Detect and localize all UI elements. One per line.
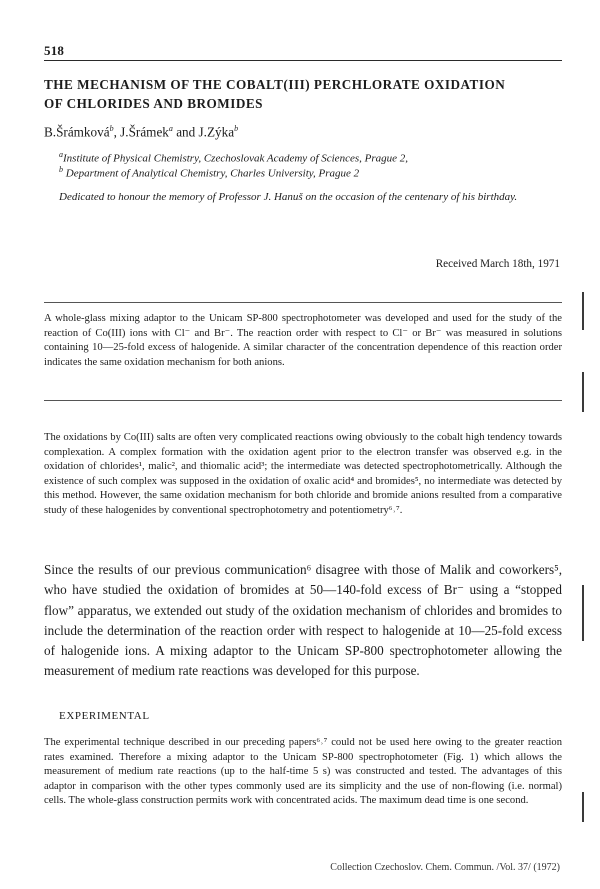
affiliation-b-text: Department of Analytical Chemistry, Charles University, Prague 2 xyxy=(63,167,360,180)
author-3: J.Zýka xyxy=(198,124,235,140)
margin-bar xyxy=(582,372,584,412)
margin-bar xyxy=(582,585,584,641)
experimental-paragraph: The experimental technique described in our preceding papers⁶˒⁷ could not be used here owing to the greater reaction rates examined. Therefore a mixing adaptor to the Unicam SP-800 spectrophotometer (Fig. 1) which allows the measurement of medium rate reactions (up to the half-time 5 s) was constructed and tested. The advantages of this adaptor in comparison with the other types commonly used are its simplicity and the use of non-flowing (i.e. normal) cells. The whole-glass construction permits work with concentrated acids. The maximum dead time is one second. xyxy=(44,737,562,807)
affiliation-b-mark: b xyxy=(59,165,63,174)
section-heading-experimental: EXPERIMENTAL xyxy=(59,710,150,722)
author-1-affiliation-mark: b xyxy=(109,124,114,133)
author-3-affiliation-mark: b xyxy=(234,124,239,133)
author-separator: and xyxy=(172,124,199,140)
page-number: 518 xyxy=(44,43,65,58)
author-list xyxy=(44,124,238,140)
abstract: A whole-glass mixing adaptor to the Unicam SP-800 spectrophotometer was developed and used for the study of the reaction of Co(III) ions with Cl⁻ and Br⁻. The reaction order with respect to Cl⁻ or Br⁻ was measured in solutions containing 10—25-fold excess of halogenide. A similar character of the concentration dependence of this reaction order indicates the same oxidation mechanism for both anions. xyxy=(44,313,562,368)
journal-footer: Collection Czechoslov. Chem. Commun. /Vol. 37/ (1972) xyxy=(330,862,560,873)
author-2-affiliation-mark: a xyxy=(168,124,173,133)
intro-paragraph: The oxidations by Co(III) salts are often very complicated reactions owing obviously to the cobalt high tendency towards complexation. A complex formation with the oxidation agent prior to the electron transfer was observed e.g. in the oxidation of chlorides¹, malic², and thiomalic acid³; the intermediate was detected spectrophotometrically. Although the existence of such complex was supposed in the oxidation of oxalic acid⁴ and bromides⁵, no intermediate was detected by this method. However, the same oxidation mechanism for both chloride and bromide anions resulted from a comparative study of these halogenides by conventional spectrophotometry and potentiometry⁶˒⁷. xyxy=(44,432,562,516)
author-1: B.Šrámková xyxy=(44,124,110,140)
received-date: Received March 18th, 1971 xyxy=(435,258,560,270)
margin-bar xyxy=(582,792,584,822)
abstract-top-rule xyxy=(44,302,562,303)
affiliation-a xyxy=(59,150,408,165)
author-2: J.Šrámek xyxy=(120,124,169,140)
abstract-bottom-rule xyxy=(44,400,562,401)
margin-bar xyxy=(582,292,584,330)
article-title xyxy=(44,75,574,113)
affiliation-a-mark: a xyxy=(59,150,63,159)
header-rule xyxy=(44,60,562,61)
author-separator: , xyxy=(113,124,121,140)
affiliation-a-text: Institute of Physical Chemistry, Czechoslovak Academy of Sciences, Prague 2, xyxy=(63,152,408,165)
title-line-1: THE MECHANISM OF THE COBALT(III) PERCHLORATE OXIDATION xyxy=(44,77,506,92)
second-paragraph: Since the results of our previous communication⁶ disagree with those of Malik and coworkers⁵, who have studied the oxidation of bromides at 50—140-fold excess of Br⁻ using a “stopped flow” apparatus, we extended out study of the oxidation mechanism of chlorides and bromides to include the determination of the reaction order with respect to halogenide at 10—25-fold excess of halogenide ions. A mixing adaptor to the Unicam SP-800 spectrophotometer allowing the measurement of medium rate reactions was developed for this purpose. xyxy=(44,562,562,679)
title-line-2: OF CHLORIDES AND BROMIDES xyxy=(44,96,264,111)
dedication: Dedicated to honour the memory of Professor J. Hanuš on the occasion of the centenary of his birthday. xyxy=(59,191,518,203)
affiliation-b xyxy=(59,165,359,180)
